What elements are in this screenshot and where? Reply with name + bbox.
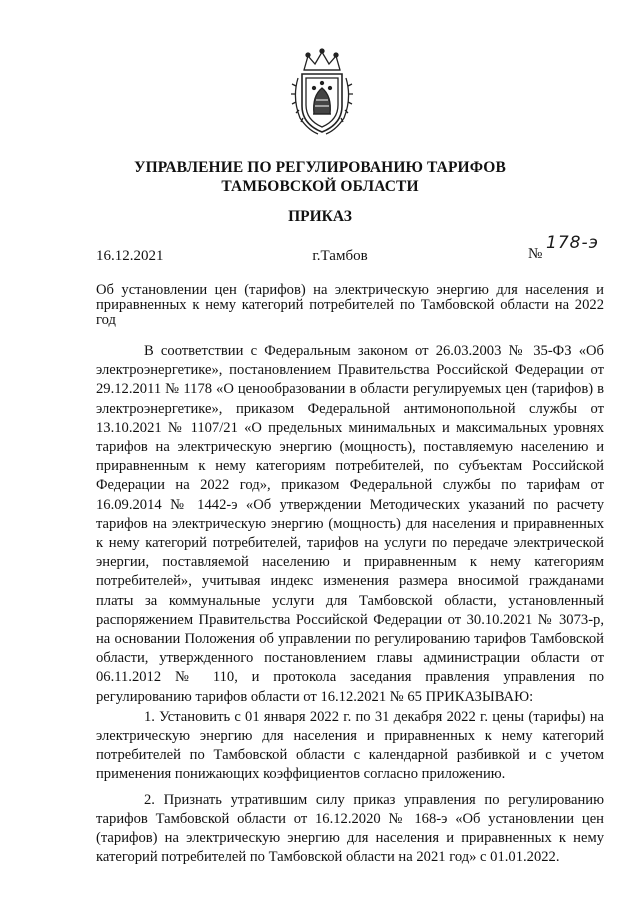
preamble-paragraph: В соответствии с Федеральным законом от 26.03.2003 № 35-ФЗ «Об электроэнергетике», постановлением Правительства Российской Федерации от 29.12.2011 № 1178 «О ценообразовании в области регулируемых цен (тарифов) в электроэнергетике», приказом Федеральной антимонопольной службы от 13.10.2021 № 1107/21 «О предельных минимальных и максимальных уровнях тарифов на электрическую энергию (мощность), поставляемую населению и приравненным к нему категориям потребителей, по субъектам Российской Федерации на 2022 год», приказом Федеральной службы по тарифам от 16.09.2014 № 1442-э «Об утверждении Методических указаний по расчету тарифов на электрическую энергию (мощность) для населения и приравненных к нему категорий потребителей, тарифов на услуги по передаче электрической энергии, поставляемой населению и приравненным к нему категориям потребителей», учитывая индекс изменения размера вносимой гражданами платы за коммунальные услуги для Тамбовской области, установленный распоряжением Правительства Российской Федерации от 30.10.2021 № 3073-р, на основании Положения об управлении по регулированию тарифов Тамбовской области, утвержденного постановлением главы администрации области от 06.11.2012 № 110, и протокола заседания правления управления по регулированию тарифов области от 16.12.2021 № 65 ПРИКАЗЫВАЮ: [96, 343, 604, 705]
order-date: 16.12.2021 [96, 248, 164, 264]
number-sign: № [528, 246, 543, 262]
order-number [528, 233, 608, 267]
coat-of-arms-icon [290, 48, 354, 136]
issuing-authority-line2: ТАМБОВСКОЙ ОБЛАСТИ [221, 178, 419, 195]
order-city: г.Тамбов [312, 248, 368, 264]
order-subject: Об установлении цен (тарифов) на электрическую энергию для населения и приравненных к нему категорий потребителей по Тамбовской области на 2022 год [96, 282, 604, 328]
order-body [96, 342, 604, 867]
handwritten-number: 178-э [546, 233, 599, 253]
order-item-2: 2. Признать утратившим силу приказ управления по регулированию тарифов Тамбовской области от 16.12.2020 № 168-э «Об установлении цен (тарифов) на электрическую энергию для населения и приравненных к нему категорий потребителей по Тамбовской области на 2021 год» с 01.01.2022. [96, 791, 604, 866]
issuing-authority-line1: УПРАВЛЕНИЕ ПО РЕГУЛИРОВАНИЮ ТАРИФОВ [134, 159, 506, 176]
document-type: ПРИКАЗ [288, 208, 352, 225]
order-item-1: 1. Установить с 01 января 2022 г. по 31 декабря 2022 г. цены (тарифы) на электрическую энергию для населения и приравненных к нему категорий потребителей по Тамбовской области с календарной разбивкой и с учетом применения понижающих коэффициентов согласно приложению. [96, 708, 604, 783]
